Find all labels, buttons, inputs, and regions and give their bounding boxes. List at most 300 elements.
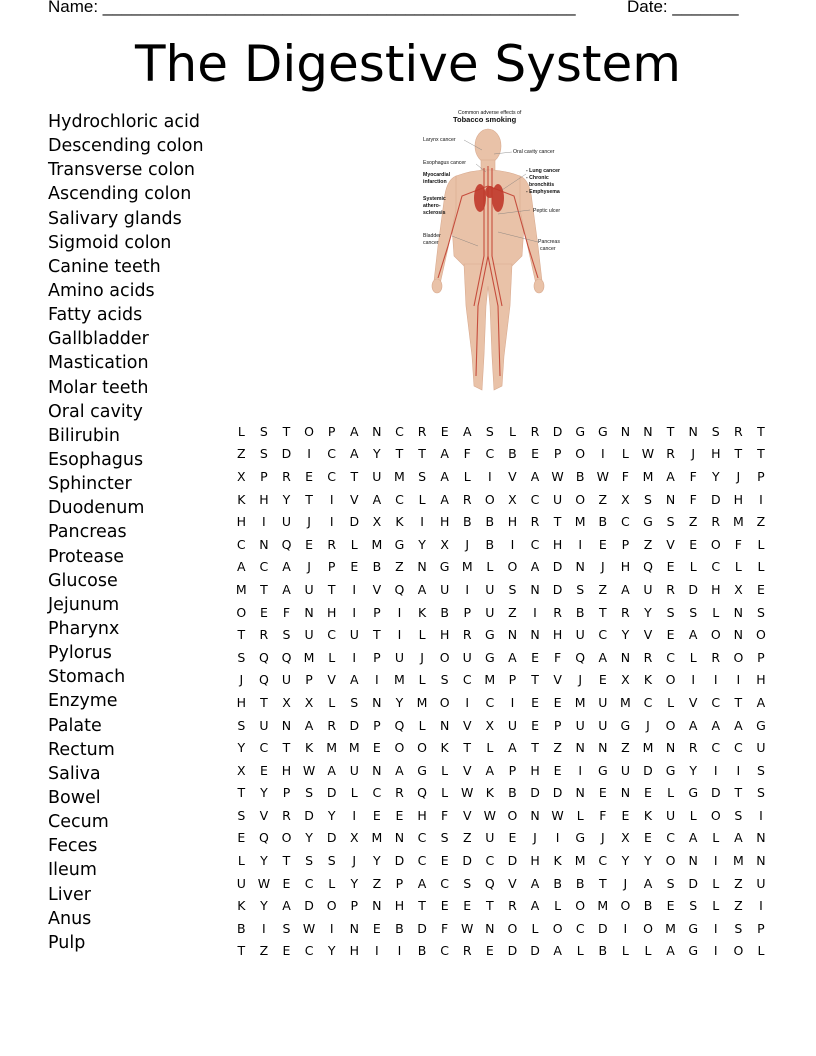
- grid-letter[interactable]: O: [552, 920, 563, 936]
- grid-letter[interactable]: Y: [260, 898, 268, 914]
- grid-letter[interactable]: N: [598, 740, 608, 756]
- grid-letter[interactable]: A: [282, 559, 291, 575]
- grid-letter[interactable]: O: [733, 943, 744, 959]
- grid-letter[interactable]: Y: [373, 446, 381, 462]
- grid-letter[interactable]: G: [620, 717, 631, 733]
- grid-letter[interactable]: K: [417, 604, 427, 620]
- grid-letter[interactable]: L: [712, 898, 720, 914]
- grid-letter[interactable]: C: [327, 627, 337, 643]
- grid-letter[interactable]: Z: [688, 514, 698, 530]
- grid-letter[interactable]: D: [643, 762, 653, 778]
- grid-letter[interactable]: S: [644, 491, 652, 507]
- grid-letter[interactable]: A: [304, 717, 314, 733]
- grid-letter[interactable]: B: [417, 943, 427, 959]
- grid-letter[interactable]: L: [712, 604, 720, 620]
- grid-letter[interactable]: N: [756, 853, 766, 869]
- grid-letter[interactable]: I: [713, 672, 718, 688]
- grid-letter[interactable]: Z: [508, 604, 517, 620]
- grid-letter[interactable]: F: [734, 536, 742, 552]
- grid-letter[interactable]: S: [485, 423, 494, 439]
- grid-letter[interactable]: I: [329, 920, 334, 936]
- grid-letter[interactable]: J: [691, 446, 696, 462]
- grid-letter[interactable]: R: [688, 740, 698, 756]
- grid-letter[interactable]: G: [575, 830, 586, 846]
- grid-letter[interactable]: X: [440, 536, 449, 552]
- grid-letter[interactable]: R: [666, 581, 675, 597]
- grid-letter[interactable]: F: [599, 807, 607, 823]
- grid-letter[interactable]: I: [600, 446, 605, 462]
- grid-letter[interactable]: L: [441, 762, 449, 778]
- grid-letter[interactable]: B: [485, 514, 495, 530]
- grid-letter[interactable]: P: [305, 672, 313, 688]
- grid-letter[interactable]: V: [462, 762, 472, 778]
- grid-letter[interactable]: Y: [644, 853, 652, 869]
- grid-letter[interactable]: N: [575, 740, 585, 756]
- grid-letter[interactable]: E: [531, 649, 539, 665]
- grid-letter[interactable]: T: [734, 446, 743, 462]
- grid-letter[interactable]: G: [688, 920, 699, 936]
- grid-letter[interactable]: X: [485, 717, 495, 733]
- grid-letter[interactable]: U: [643, 581, 653, 597]
- grid-letter[interactable]: I: [307, 446, 311, 462]
- grid-letter[interactable]: B: [598, 943, 608, 959]
- grid-letter[interactable]: N: [756, 830, 766, 846]
- grid-letter[interactable]: N: [372, 898, 382, 914]
- grid-letter[interactable]: I: [375, 943, 379, 959]
- grid-letter[interactable]: L: [757, 536, 765, 552]
- grid-letter[interactable]: U: [756, 875, 766, 891]
- grid-letter[interactable]: A: [462, 423, 472, 439]
- grid-letter[interactable]: I: [262, 920, 266, 936]
- grid-letter[interactable]: L: [757, 943, 765, 959]
- grid-letter[interactable]: N: [372, 423, 382, 439]
- grid-letter[interactable]: F: [463, 446, 471, 462]
- grid-letter[interactable]: U: [485, 830, 495, 846]
- grid-letter[interactable]: D: [552, 559, 563, 575]
- grid-letter[interactable]: T: [463, 740, 472, 756]
- grid-letter[interactable]: A: [349, 446, 359, 462]
- grid-letter[interactable]: D: [688, 581, 698, 597]
- grid-letter[interactable]: G: [756, 717, 766, 733]
- grid-letter[interactable]: D: [281, 446, 292, 462]
- grid-letter[interactable]: V: [508, 468, 517, 484]
- grid-letter[interactable]: E: [598, 536, 607, 552]
- grid-letter[interactable]: E: [531, 717, 539, 733]
- grid-letter[interactable]: Y: [350, 875, 359, 891]
- grid-letter[interactable]: W: [551, 807, 564, 823]
- grid-letter[interactable]: F: [282, 604, 291, 620]
- grid-letter[interactable]: I: [352, 807, 357, 823]
- grid-letter[interactable]: I: [736, 672, 741, 688]
- grid-letter[interactable]: L: [418, 491, 426, 507]
- grid-letter[interactable]: R: [530, 514, 540, 530]
- grid-letter[interactable]: L: [689, 559, 697, 575]
- grid-letter[interactable]: P: [757, 920, 765, 936]
- grid-letter[interactable]: W: [641, 446, 655, 462]
- grid-letter[interactable]: V: [666, 536, 675, 552]
- grid-letter[interactable]: H: [530, 853, 540, 869]
- grid-letter[interactable]: I: [510, 536, 515, 552]
- grid-letter[interactable]: J: [307, 559, 311, 575]
- grid-letter[interactable]: F: [554, 649, 562, 665]
- grid-letter[interactable]: T: [531, 740, 539, 756]
- grid-letter[interactable]: P: [282, 785, 291, 801]
- grid-letter[interactable]: I: [623, 920, 628, 936]
- grid-letter[interactable]: H: [439, 514, 450, 530]
- grid-letter[interactable]: I: [578, 536, 583, 552]
- grid-letter[interactable]: B: [237, 920, 246, 936]
- grid-letter[interactable]: C: [417, 853, 427, 869]
- grid-letter[interactable]: T: [237, 627, 246, 643]
- grid-letter[interactable]: V: [462, 717, 472, 733]
- grid-letter[interactable]: S: [350, 694, 359, 710]
- grid-letter[interactable]: M: [303, 649, 315, 665]
- grid-letter[interactable]: E: [508, 830, 517, 846]
- grid-letter[interactable]: I: [262, 514, 266, 530]
- grid-letter[interactable]: A: [643, 875, 653, 891]
- grid-letter[interactable]: A: [666, 468, 675, 484]
- grid-letter[interactable]: M: [642, 740, 654, 756]
- grid-letter[interactable]: T: [418, 898, 426, 914]
- grid-letter[interactable]: M: [732, 853, 744, 869]
- grid-letter[interactable]: I: [397, 604, 402, 620]
- grid-letter[interactable]: T: [282, 740, 291, 756]
- grid-letter[interactable]: Y: [644, 604, 652, 620]
- grid-letter[interactable]: N: [688, 853, 698, 869]
- grid-letter[interactable]: Q: [258, 672, 269, 688]
- grid-letter[interactable]: W: [596, 468, 609, 484]
- grid-letter[interactable]: U: [349, 627, 359, 643]
- grid-letter[interactable]: O: [710, 627, 721, 643]
- grid-letter[interactable]: I: [375, 672, 379, 688]
- grid-letter[interactable]: J: [736, 468, 741, 484]
- grid-letter[interactable]: C: [440, 875, 449, 891]
- grid-letter[interactable]: S: [711, 423, 720, 439]
- grid-letter[interactable]: I: [759, 898, 763, 914]
- grid-letter[interactable]: S: [689, 898, 698, 914]
- grid-letter[interactable]: B: [598, 514, 608, 530]
- grid-letter[interactable]: Q: [417, 785, 427, 801]
- grid-letter[interactable]: S: [666, 604, 675, 620]
- grid-letter[interactable]: U: [304, 627, 314, 643]
- grid-letter[interactable]: A: [508, 649, 517, 665]
- grid-letter[interactable]: N: [665, 491, 676, 507]
- grid-letter[interactable]: V: [643, 627, 653, 643]
- grid-letter[interactable]: R: [462, 627, 472, 643]
- grid-letter[interactable]: Y: [237, 740, 246, 756]
- grid-letter[interactable]: J: [352, 853, 357, 869]
- grid-letter[interactable]: E: [531, 446, 539, 462]
- grid-letter[interactable]: K: [485, 785, 494, 801]
- grid-letter[interactable]: P: [757, 468, 765, 484]
- grid-letter[interactable]: R: [711, 649, 721, 665]
- grid-letter[interactable]: M: [732, 514, 744, 530]
- grid-letter[interactable]: C: [621, 514, 630, 530]
- grid-letter[interactable]: D: [304, 807, 314, 823]
- grid-letter[interactable]: L: [463, 468, 471, 484]
- grid-letter[interactable]: Y: [260, 785, 268, 801]
- grid-letter[interactable]: B: [485, 536, 495, 552]
- grid-letter[interactable]: O: [710, 807, 721, 823]
- grid-letter[interactable]: H: [733, 491, 744, 507]
- grid-letter[interactable]: O: [665, 853, 676, 869]
- grid-letter[interactable]: E: [372, 920, 381, 936]
- grid-letter[interactable]: U: [304, 581, 314, 597]
- grid-letter[interactable]: T: [531, 672, 539, 688]
- grid-letter[interactable]: E: [757, 581, 765, 597]
- grid-letter[interactable]: R: [643, 649, 653, 665]
- grid-letter[interactable]: B: [508, 785, 517, 801]
- grid-letter[interactable]: T: [598, 875, 607, 891]
- grid-letter[interactable]: R: [711, 514, 721, 530]
- grid-letter[interactable]: Z: [621, 740, 630, 756]
- grid-letter[interactable]: G: [417, 762, 427, 778]
- grid-letter[interactable]: T: [757, 423, 765, 439]
- grid-letter[interactable]: L: [667, 694, 675, 710]
- grid-letter[interactable]: Q: [643, 559, 653, 575]
- grid-letter[interactable]: I: [691, 672, 696, 688]
- grid-letter[interactable]: S: [237, 717, 246, 733]
- grid-letter[interactable]: X: [237, 762, 246, 778]
- grid-letter[interactable]: H: [756, 672, 766, 688]
- grid-letter[interactable]: S: [508, 581, 517, 597]
- grid-letter[interactable]: O: [665, 672, 676, 688]
- grid-letter[interactable]: U: [349, 762, 359, 778]
- grid-letter[interactable]: X: [621, 830, 630, 846]
- grid-letter[interactable]: U: [666, 807, 676, 823]
- grid-letter[interactable]: V: [259, 807, 269, 823]
- grid-letter[interactable]: U: [575, 717, 585, 733]
- grid-letter[interactable]: L: [418, 672, 426, 688]
- grid-letter[interactable]: C: [530, 536, 540, 552]
- grid-letter[interactable]: E: [644, 785, 652, 801]
- grid-letter[interactable]: U: [440, 581, 450, 597]
- grid-letter[interactable]: P: [373, 717, 381, 733]
- grid-letter[interactable]: D: [552, 581, 563, 597]
- grid-letter[interactable]: N: [620, 785, 631, 801]
- grid-letter[interactable]: Y: [305, 830, 313, 846]
- grid-letter[interactable]: Z: [734, 898, 743, 914]
- grid-letter[interactable]: Q: [281, 649, 292, 665]
- grid-letter[interactable]: A: [553, 943, 562, 959]
- grid-letter[interactable]: S: [463, 875, 472, 891]
- grid-letter[interactable]: R: [462, 491, 472, 507]
- grid-letter[interactable]: H: [620, 559, 631, 575]
- grid-letter[interactable]: C: [259, 740, 269, 756]
- grid-letter[interactable]: T: [486, 898, 494, 914]
- grid-letter[interactable]: H: [507, 514, 518, 530]
- grid-letter[interactable]: H: [281, 762, 292, 778]
- grid-letter[interactable]: R: [462, 943, 472, 959]
- grid-letter[interactable]: L: [418, 717, 426, 733]
- grid-letter[interactable]: A: [508, 740, 517, 756]
- grid-letter[interactable]: T: [553, 514, 562, 530]
- grid-letter[interactable]: R: [621, 604, 630, 620]
- grid-letter[interactable]: M: [484, 672, 496, 688]
- grid-letter[interactable]: U: [236, 875, 246, 891]
- grid-letter[interactable]: P: [260, 468, 268, 484]
- grid-letter[interactable]: T: [260, 694, 268, 710]
- grid-letter[interactable]: K: [643, 672, 653, 688]
- grid-letter[interactable]: M: [574, 694, 586, 710]
- grid-letter[interactable]: E: [282, 875, 291, 891]
- grid-letter[interactable]: S: [756, 785, 765, 801]
- grid-letter[interactable]: Z: [259, 943, 269, 959]
- grid-letter[interactable]: U: [372, 468, 382, 484]
- grid-letter[interactable]: O: [439, 649, 450, 665]
- grid-letter[interactable]: T: [350, 468, 359, 484]
- grid-letter[interactable]: L: [712, 830, 720, 846]
- grid-letter[interactable]: U: [575, 627, 585, 643]
- grid-letter[interactable]: Z: [395, 559, 404, 575]
- grid-letter[interactable]: I: [465, 581, 470, 597]
- grid-letter[interactable]: S: [327, 853, 336, 869]
- grid-letter[interactable]: I: [533, 604, 537, 620]
- grid-letter[interactable]: H: [552, 536, 563, 552]
- grid-letter[interactable]: S: [259, 446, 268, 462]
- grid-letter[interactable]: I: [352, 581, 357, 597]
- grid-letter[interactable]: A: [327, 762, 336, 778]
- grid-letter[interactable]: V: [327, 672, 336, 688]
- grid-letter[interactable]: A: [530, 559, 540, 575]
- grid-letter[interactable]: Z: [598, 581, 608, 597]
- grid-letter[interactable]: E: [259, 762, 268, 778]
- grid-letter[interactable]: S: [576, 581, 585, 597]
- grid-letter[interactable]: H: [236, 514, 246, 530]
- grid-letter[interactable]: Q: [394, 581, 405, 597]
- grid-letter[interactable]: M: [619, 694, 631, 710]
- grid-letter[interactable]: T: [734, 785, 743, 801]
- grid-letter[interactable]: A: [621, 581, 630, 597]
- grid-letter[interactable]: R: [327, 717, 337, 733]
- grid-letter[interactable]: E: [259, 604, 268, 620]
- grid-letter[interactable]: D: [710, 785, 721, 801]
- grid-letter[interactable]: F: [621, 468, 629, 484]
- grid-letter[interactable]: I: [510, 694, 515, 710]
- grid-letter[interactable]: N: [530, 807, 540, 823]
- grid-letter[interactable]: X: [621, 491, 630, 507]
- grid-letter[interactable]: K: [440, 740, 449, 756]
- grid-letter[interactable]: S: [282, 627, 291, 643]
- grid-letter[interactable]: D: [552, 785, 563, 801]
- grid-letter[interactable]: O: [643, 920, 653, 936]
- grid-letter[interactable]: T: [757, 446, 765, 462]
- grid-letter[interactable]: E: [666, 627, 675, 643]
- grid-letter[interactable]: L: [350, 785, 358, 801]
- grid-letter[interactable]: Y: [711, 468, 720, 484]
- grid-letter[interactable]: O: [756, 627, 766, 643]
- grid-letter[interactable]: A: [756, 694, 766, 710]
- grid-letter[interactable]: Z: [462, 830, 472, 846]
- grid-letter[interactable]: X: [372, 514, 382, 530]
- grid-letter[interactable]: G: [575, 423, 586, 439]
- grid-letter[interactable]: P: [373, 649, 381, 665]
- grid-letter[interactable]: V: [553, 672, 562, 688]
- grid-letter[interactable]: L: [621, 446, 629, 462]
- grid-letter[interactable]: O: [507, 807, 518, 823]
- grid-letter[interactable]: E: [553, 694, 562, 710]
- grid-letter[interactable]: U: [507, 717, 517, 733]
- grid-letter[interactable]: I: [713, 853, 718, 869]
- grid-letter[interactable]: N: [688, 423, 698, 439]
- grid-letter[interactable]: Y: [689, 762, 697, 778]
- grid-letter[interactable]: C: [395, 423, 404, 439]
- grid-letter[interactable]: N: [620, 649, 631, 665]
- grid-letter[interactable]: X: [237, 468, 246, 484]
- grid-letter[interactable]: S: [282, 920, 291, 936]
- grid-letter[interactable]: E: [350, 559, 359, 575]
- grid-letter[interactable]: T: [734, 694, 743, 710]
- grid-letter[interactable]: S: [756, 762, 765, 778]
- grid-letter[interactable]: N: [733, 604, 744, 620]
- grid-letter[interactable]: R: [553, 604, 562, 620]
- grid-letter[interactable]: B: [575, 604, 585, 620]
- grid-letter[interactable]: I: [759, 491, 763, 507]
- grid-letter[interactable]: L: [644, 943, 652, 959]
- grid-letter[interactable]: L: [576, 807, 584, 823]
- grid-letter[interactable]: N: [485, 920, 495, 936]
- grid-letter[interactable]: L: [486, 740, 494, 756]
- grid-letter[interactable]: N: [575, 785, 585, 801]
- grid-letter[interactable]: N: [304, 604, 314, 620]
- grid-letter[interactable]: P: [395, 875, 404, 891]
- grid-letter[interactable]: M: [665, 920, 676, 936]
- grid-letter[interactable]: S: [418, 468, 427, 484]
- grid-letter[interactable]: T: [418, 446, 426, 462]
- grid-letter[interactable]: C: [372, 785, 382, 801]
- grid-letter[interactable]: W: [551, 468, 564, 484]
- grid-letter[interactable]: I: [555, 830, 560, 846]
- grid-letter[interactable]: A: [440, 468, 449, 484]
- grid-letter[interactable]: R: [417, 423, 427, 439]
- grid-letter[interactable]: G: [688, 785, 699, 801]
- grid-letter[interactable]: Y: [373, 853, 381, 869]
- grid-letter[interactable]: C: [711, 740, 721, 756]
- grid-letter[interactable]: E: [282, 943, 291, 959]
- grid-letter[interactable]: L: [689, 807, 697, 823]
- grid-letter[interactable]: T: [373, 627, 381, 643]
- grid-letter[interactable]: E: [237, 830, 246, 846]
- grid-letter[interactable]: P: [327, 423, 336, 439]
- grid-letter[interactable]: I: [713, 762, 718, 778]
- grid-letter[interactable]: C: [530, 491, 540, 507]
- grid-letter[interactable]: L: [328, 649, 336, 665]
- grid-letter[interactable]: G: [484, 649, 495, 665]
- grid-letter[interactable]: F: [441, 807, 449, 823]
- grid-letter[interactable]: C: [327, 446, 337, 462]
- grid-letter[interactable]: B: [440, 604, 449, 620]
- grid-letter[interactable]: C: [666, 830, 675, 846]
- grid-letter[interactable]: Y: [260, 853, 268, 869]
- grid-letter[interactable]: N: [417, 559, 427, 575]
- grid-letter[interactable]: A: [530, 468, 540, 484]
- grid-letter[interactable]: D: [507, 943, 518, 959]
- grid-letter[interactable]: L: [237, 423, 245, 439]
- grid-letter[interactable]: C: [440, 943, 449, 959]
- grid-letter[interactable]: M: [597, 898, 609, 914]
- grid-letter[interactable]: U: [281, 514, 292, 530]
- grid-letter[interactable]: T: [237, 943, 246, 959]
- grid-letter[interactable]: L: [667, 785, 675, 801]
- grid-letter[interactable]: Y: [395, 694, 404, 710]
- grid-letter[interactable]: D: [304, 898, 314, 914]
- grid-letter[interactable]: M: [461, 559, 473, 575]
- grid-letter[interactable]: G: [394, 536, 405, 552]
- grid-letter[interactable]: U: [485, 581, 495, 597]
- grid-letter[interactable]: N: [281, 717, 292, 733]
- grid-letter[interactable]: U: [553, 491, 563, 507]
- grid-letter[interactable]: U: [485, 604, 495, 620]
